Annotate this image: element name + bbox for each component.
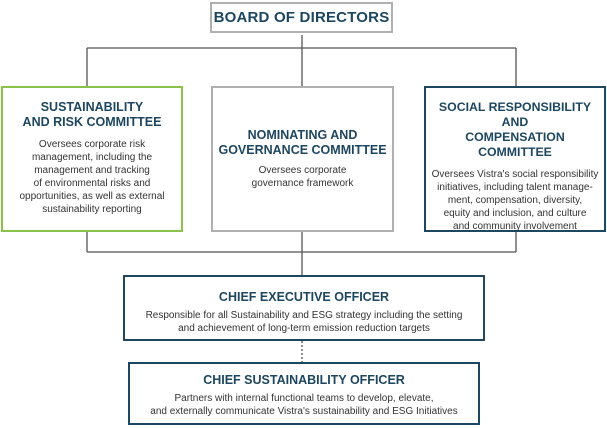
sustainability-risk-committee-box	[1, 86, 183, 232]
committee-title: SOCIAL RESPONSIBILITY AND COMPENSATION COMMITTEE	[438, 100, 592, 159]
committee-title: SUSTAINABILITY AND RISK COMMITTEE	[22, 100, 162, 129]
chief-executive-officer-box	[123, 275, 485, 341]
cso-description: Partners with internal functional teams to develop, elevate, and externally communicate Vistra's sustainability and ESG Initiatives	[150, 393, 458, 417]
ceo-title: CHIEF EXECUTIVE OFFICER	[218, 290, 390, 304]
cso-title: CHIEF SUSTAINABILITY OFFICER	[203, 373, 405, 387]
committee-description: Oversees Vistra's social responsibility initiatives, including talent manage- ment, compensation, diversity, equity and inclusion, and culture and community involvement	[431, 169, 599, 232]
social-responsibility-compensation-committee-box	[424, 86, 606, 232]
board-of-directors-box	[210, 2, 393, 33]
ceo-description: Responsible for all Sustainability and ESG strategy including the setting and achievement of long-term emission reduction targets	[145, 310, 463, 334]
committee-title: NOMINATING AND GOVERNANCE COMMITTEE	[218, 128, 387, 157]
chief-sustainability-officer-box	[128, 362, 480, 425]
committee-description: Oversees corporate governance framework	[251, 165, 354, 189]
committee-description: Oversees corporate risk management, including the management and tracking of environmental risks and opportunities, as well as external sustainability reporting	[19, 139, 165, 215]
board-title: BOARD OF DIRECTORS	[213, 9, 390, 26]
nominating-governance-committee-box	[211, 86, 394, 232]
